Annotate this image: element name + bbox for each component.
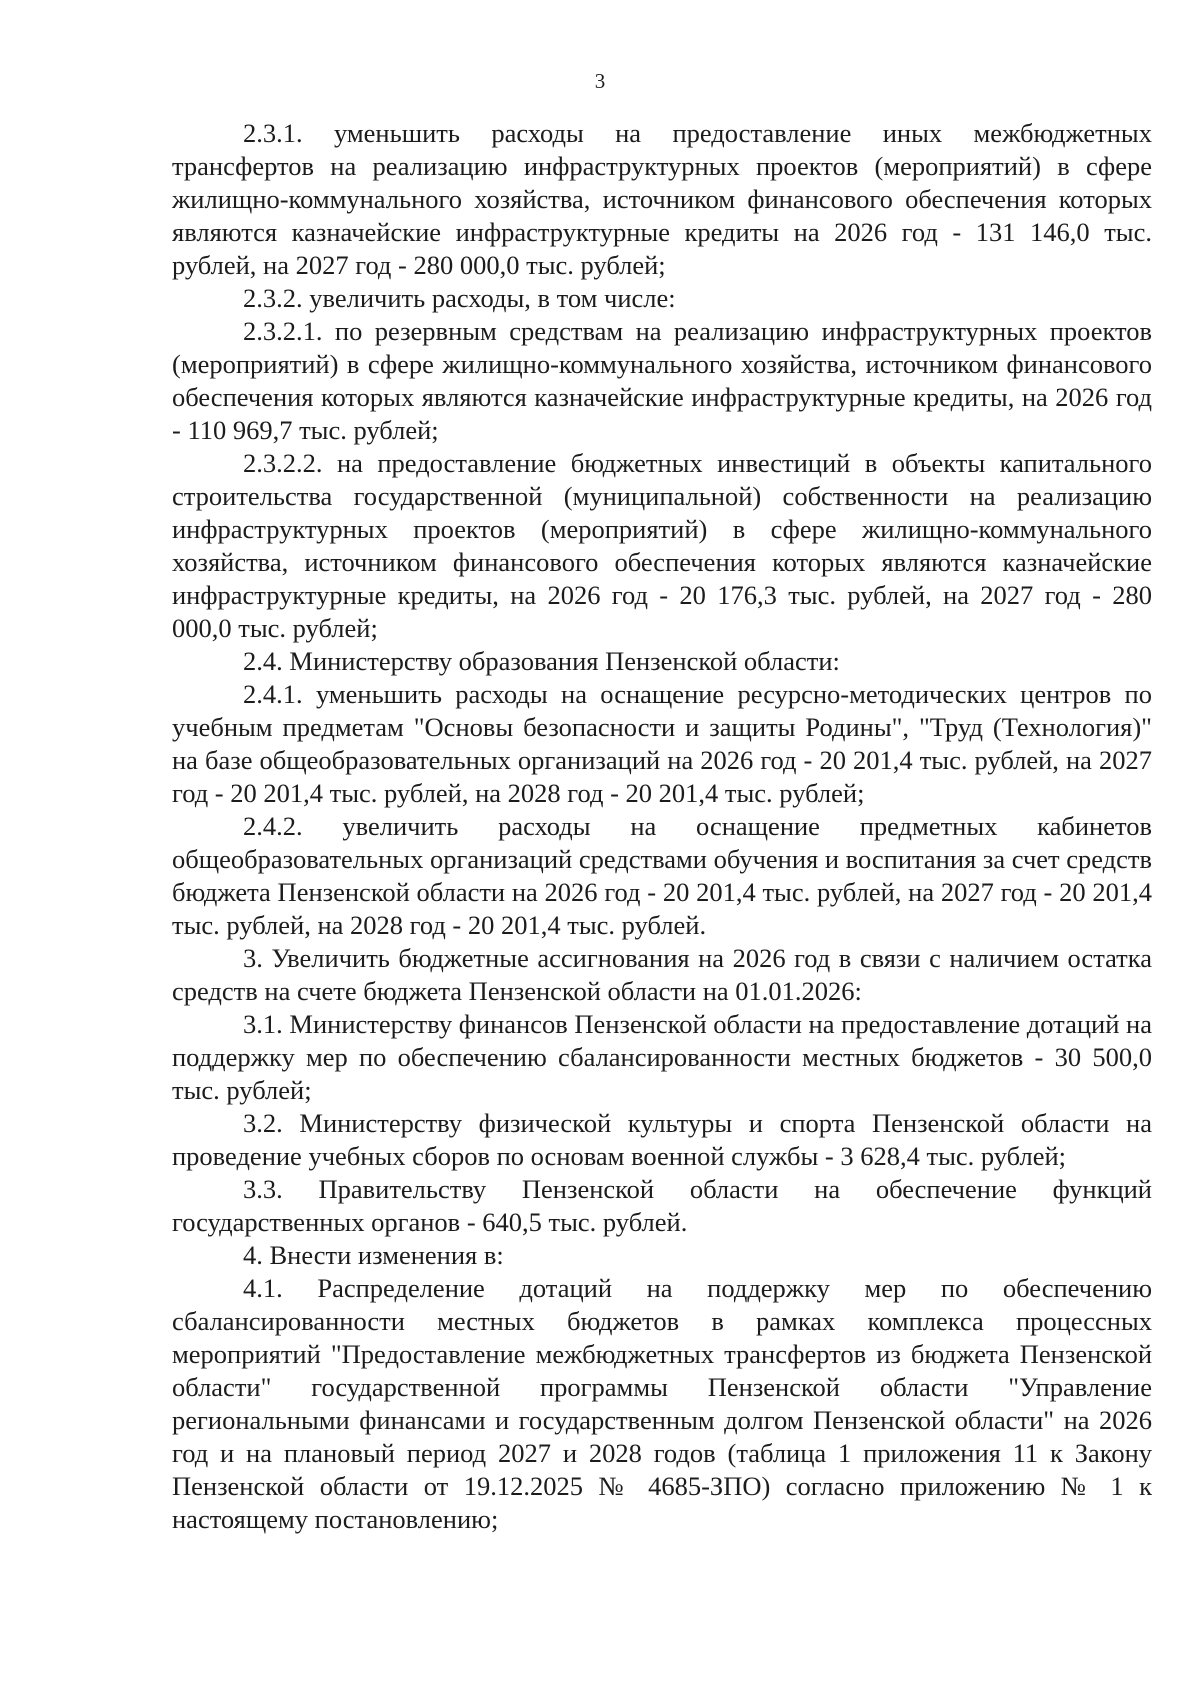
page-number: 3 bbox=[594, 69, 606, 93]
paragraph-3-2: 3.2. Министерству физической культуры и спорта Пензенской области на проведение учебных сборов по основам военной службы - 3 628,4 тыс. рублей; bbox=[172, 1108, 1152, 1171]
paragraph-2-3-1: 2.3.1. уменьшить расходы на предоставление иных межбюджетных трансфертов на реализацию инфраструктурных проектов (мероприятий) в сфере жилищно-коммунального хозяйства, источником финансового обеспечения которых являются казначейские инфраструктурные кредиты на 2026 год - 131 146,0 тыс. рублей, на 2027 год - 280 000,0 тыс. рублей; bbox=[172, 118, 1152, 280]
paragraph-3-1: 3.1. Министерству финансов Пензенской области на предоставление дотаций на поддержку мер по обеспечению сбалансированности местных бюджетов - 30 500,0 тыс. рублей; bbox=[172, 1009, 1152, 1105]
paragraph-2-4: 2.4. Министерству образования Пензенской области: bbox=[243, 646, 840, 676]
paragraph-2-4-2: 2.4.2. увеличить расходы на оснащение предметных кабинетов общеобразовательных организаций средствами обучения и воспитания за счет средств бюджета Пензенской области на 2026 год - 20 201,4 тыс. рублей, на 2027 год - 20 201,4 тыс. рублей, на 2028 год - 20 201,4 тыс. рублей. bbox=[172, 811, 1153, 940]
paragraph-2-3-2-1: 2.3.2.1. по резервным средствам на реализацию инфраструктурных проектов (мероприятий) в сфере жилищно-коммунального хозяйства, источником финансового обеспечения которых являются казначейские инфраструктурные кредиты, на 2026 год - 110 969,7 тыс. рублей; bbox=[172, 316, 1152, 445]
paragraph-2-3-2: 2.3.2. увеличить расходы, в том числе: bbox=[243, 283, 676, 313]
paragraph-2-3-2-2: 2.3.2.2. на предоставление бюджетных инвестиций в объекты капитального строительства государственной (муниципальной) собственности на реализацию инфраструктурных проектов (мероприятий) в сфере жилищно-коммунального хозяйства, источником финансового обеспечения которых являются казначейские инфраструктурные кредиты, на 2026 год - 20 176,3 тыс. рублей, на 2027 год - 280 000,0 тыс. рублей; bbox=[172, 448, 1152, 643]
paragraph-2-4-1: 2.4.1. уменьшить расходы на оснащение ресурсно-методических центров по учебным предметам "Основы безопасности и защиты Родины", "Труд (Технология)" на базе общеобразовательных организаций на 2026 год - 20 201,4 тыс. рублей, на 2027 год - 20 201,4 тыс. рублей, на 2028 год - 20 201,4 тыс. рублей; bbox=[172, 679, 1152, 808]
paragraph-4: 4. Внести изменения в: bbox=[243, 1240, 504, 1270]
document-body bbox=[172, 117, 1152, 1536]
paragraph-3: 3. Увеличить бюджетные ассигнования на 2026 год в связи с наличием остатка средств на счете бюджета Пензенской области на 01.01.2026: bbox=[172, 943, 1152, 1006]
paragraph-4-1: 4.1. Распределение дотаций на поддержку мер по обеспечению сбалансированности местных бюджетов в рамках комплекса процессных мероприятий "Предоставление межбюджетных трансфертов из бюджета Пензенской области" государственной программы Пензенской области "Управление региональными финансами и государственным долгом Пензенской области" на 2026 год и на плановый период 2027 и 2028 годов (таблица 1 приложения 11 к Закону Пензенской области от 19.12.2025 № 4685-ЗПО) согласно приложению № 1 к настоящему постановлению; bbox=[172, 1273, 1152, 1534]
paragraph-3-3: 3.3. Правительству Пензенской области на обеспечение функций государственных органов - 640,5 тыс. рублей. bbox=[172, 1174, 1152, 1237]
